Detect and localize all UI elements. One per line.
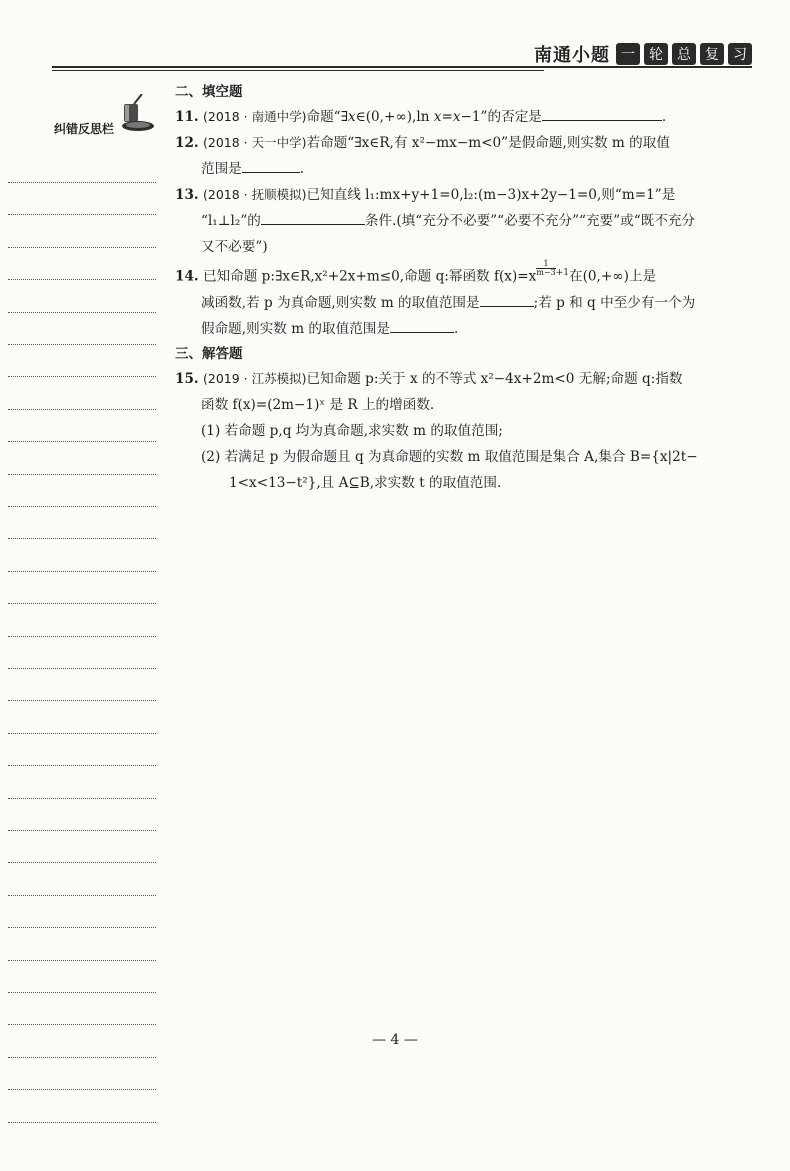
pen-and-pot-icon [116,94,156,134]
note-line [8,830,156,831]
question-source: (2018 · 南通中学) [202,109,307,124]
note-line [8,700,156,701]
question-text: 函数 f(x)=(2m−1)ˣ 是 R 上的增函数. [201,396,435,413]
header-box-5: 习 [728,43,752,65]
question-text: ∈(0,+∞),ln [355,109,434,125]
note-line [8,960,156,961]
note-line [8,441,156,442]
question-source: (2018 · 抚顺模拟) [202,187,307,202]
question-text: 在(0,+∞)上是 [569,268,657,285]
note-line [8,247,156,248]
fraction-denominator: m−3 [536,268,556,277]
note-line [8,1024,156,1025]
note-line [8,279,156,280]
note-line [8,344,156,345]
sidebar-title: 纠错反思栏 [54,122,115,136]
period: . [661,109,667,125]
question-text: 范围是 [201,161,242,177]
question-source: (2019 · 江苏模拟) [202,370,307,386]
note-line [8,312,156,313]
note-line [8,927,156,928]
note-line [8,474,156,475]
question-14 [175,260,757,342]
sub-question-2: (2) 若满足 p 为假命题且 q 为真命题的实数 m 取值范围是集合 A,集合 B={x|2t− [201,448,698,465]
note-line [8,668,156,669]
header-rule-thin [52,70,544,71]
question-text: 若命题“∃x∈R,有 x²−mx−m<0”是假命题,则实数 m 的取值 [306,135,670,151]
question-text: 命题“∃ [306,109,348,125]
note-line [8,214,156,215]
note-line [8,409,156,410]
main-content [175,80,757,496]
question-text: 已知直线 l₁:mx+y+1=0,l₂:(m−3)x+2y−1=0,则“m=1”是 [306,187,676,203]
header-box-2: 轮 [644,43,668,65]
header-box-3: 总 [672,43,696,65]
note-line [8,1089,156,1090]
question-source: (2018 · 天一中学) [202,135,307,150]
section-answer: 三、解答题 [175,345,243,362]
question-text: “l₁⊥l₂”的 [201,213,261,229]
note-line [8,1122,156,1123]
note-line [8,571,156,572]
header-box-4: 复 [700,43,724,65]
note-line [8,733,156,734]
note-line [8,376,156,377]
sub-question-2-cont: 1<x<13−t²},且 A⊆B,求实数 t 的取值范围. [229,474,502,491]
question-text: −1”的否定是 [460,109,542,125]
question-number: 15. [175,370,199,387]
note-line [8,603,156,604]
question-text: ;若 p 和 q 中至少有一个为 [533,294,696,311]
answer-blank[interactable] [480,290,534,307]
header-rule [52,66,752,68]
question-15 [175,366,757,496]
section-fill-in: 二、填空题 [175,84,243,100]
question-number: 12. [175,135,199,151]
answer-blank[interactable] [261,208,365,225]
note-line [8,182,156,183]
question-text: 又不必要”) [201,239,268,255]
fraction-numerator: 1 [543,259,549,268]
note-line [8,798,156,799]
question-text: 已知命题 p:∃x∈R,x²+2x+m≤0,命题 q:幂函数 f(x)=x [202,268,537,285]
question-number: 13. [175,187,199,203]
question-text: = [441,109,453,125]
note-line [8,895,156,896]
note-line [8,636,156,637]
exponent-fraction [536,260,555,277]
note-line [8,506,156,507]
answer-blank[interactable] [390,316,454,333]
question-text: 条件.(填“充分不必要”“必要不充分”“充要”或“既不充分 [364,213,696,229]
exponent-tail: +1 [555,268,570,278]
series-title: 南通小题 [534,45,610,66]
question-12 [175,130,757,182]
page-header [534,42,752,66]
period: . [299,161,305,177]
note-line [8,765,156,766]
answer-blank[interactable] [542,104,662,121]
note-line [8,538,156,539]
question-number: 11. [175,109,199,125]
answer-blank[interactable] [242,156,300,173]
note-line [8,992,156,993]
reflection-sidebar [0,80,160,1080]
period: . [453,320,459,337]
question-13 [175,182,757,260]
question-text: 已知命题 p:关于 x 的不等式 x²−4x+2m<0 无解;命题 q:指数 [306,370,683,387]
header-box-1: 一 [616,43,640,65]
question-11: 11. (2018 · 南通中学)命题“∃x∈(0,+∞),ln x=x−1”的否定是 . [175,104,757,130]
page-number: — 4 — [372,1032,418,1048]
note-line [8,862,156,863]
note-line [8,1057,156,1058]
question-text: 减函数,若 p 为真命题,则实数 m 的取值范围是 [201,294,480,311]
sub-question-1: (1) 若命题 p,q 均为真命题,求实数 m 的取值范围; [201,422,503,439]
question-number: 14. [175,268,199,285]
question-text: 假命题,则实数 m 的取值范围是 [201,320,390,337]
